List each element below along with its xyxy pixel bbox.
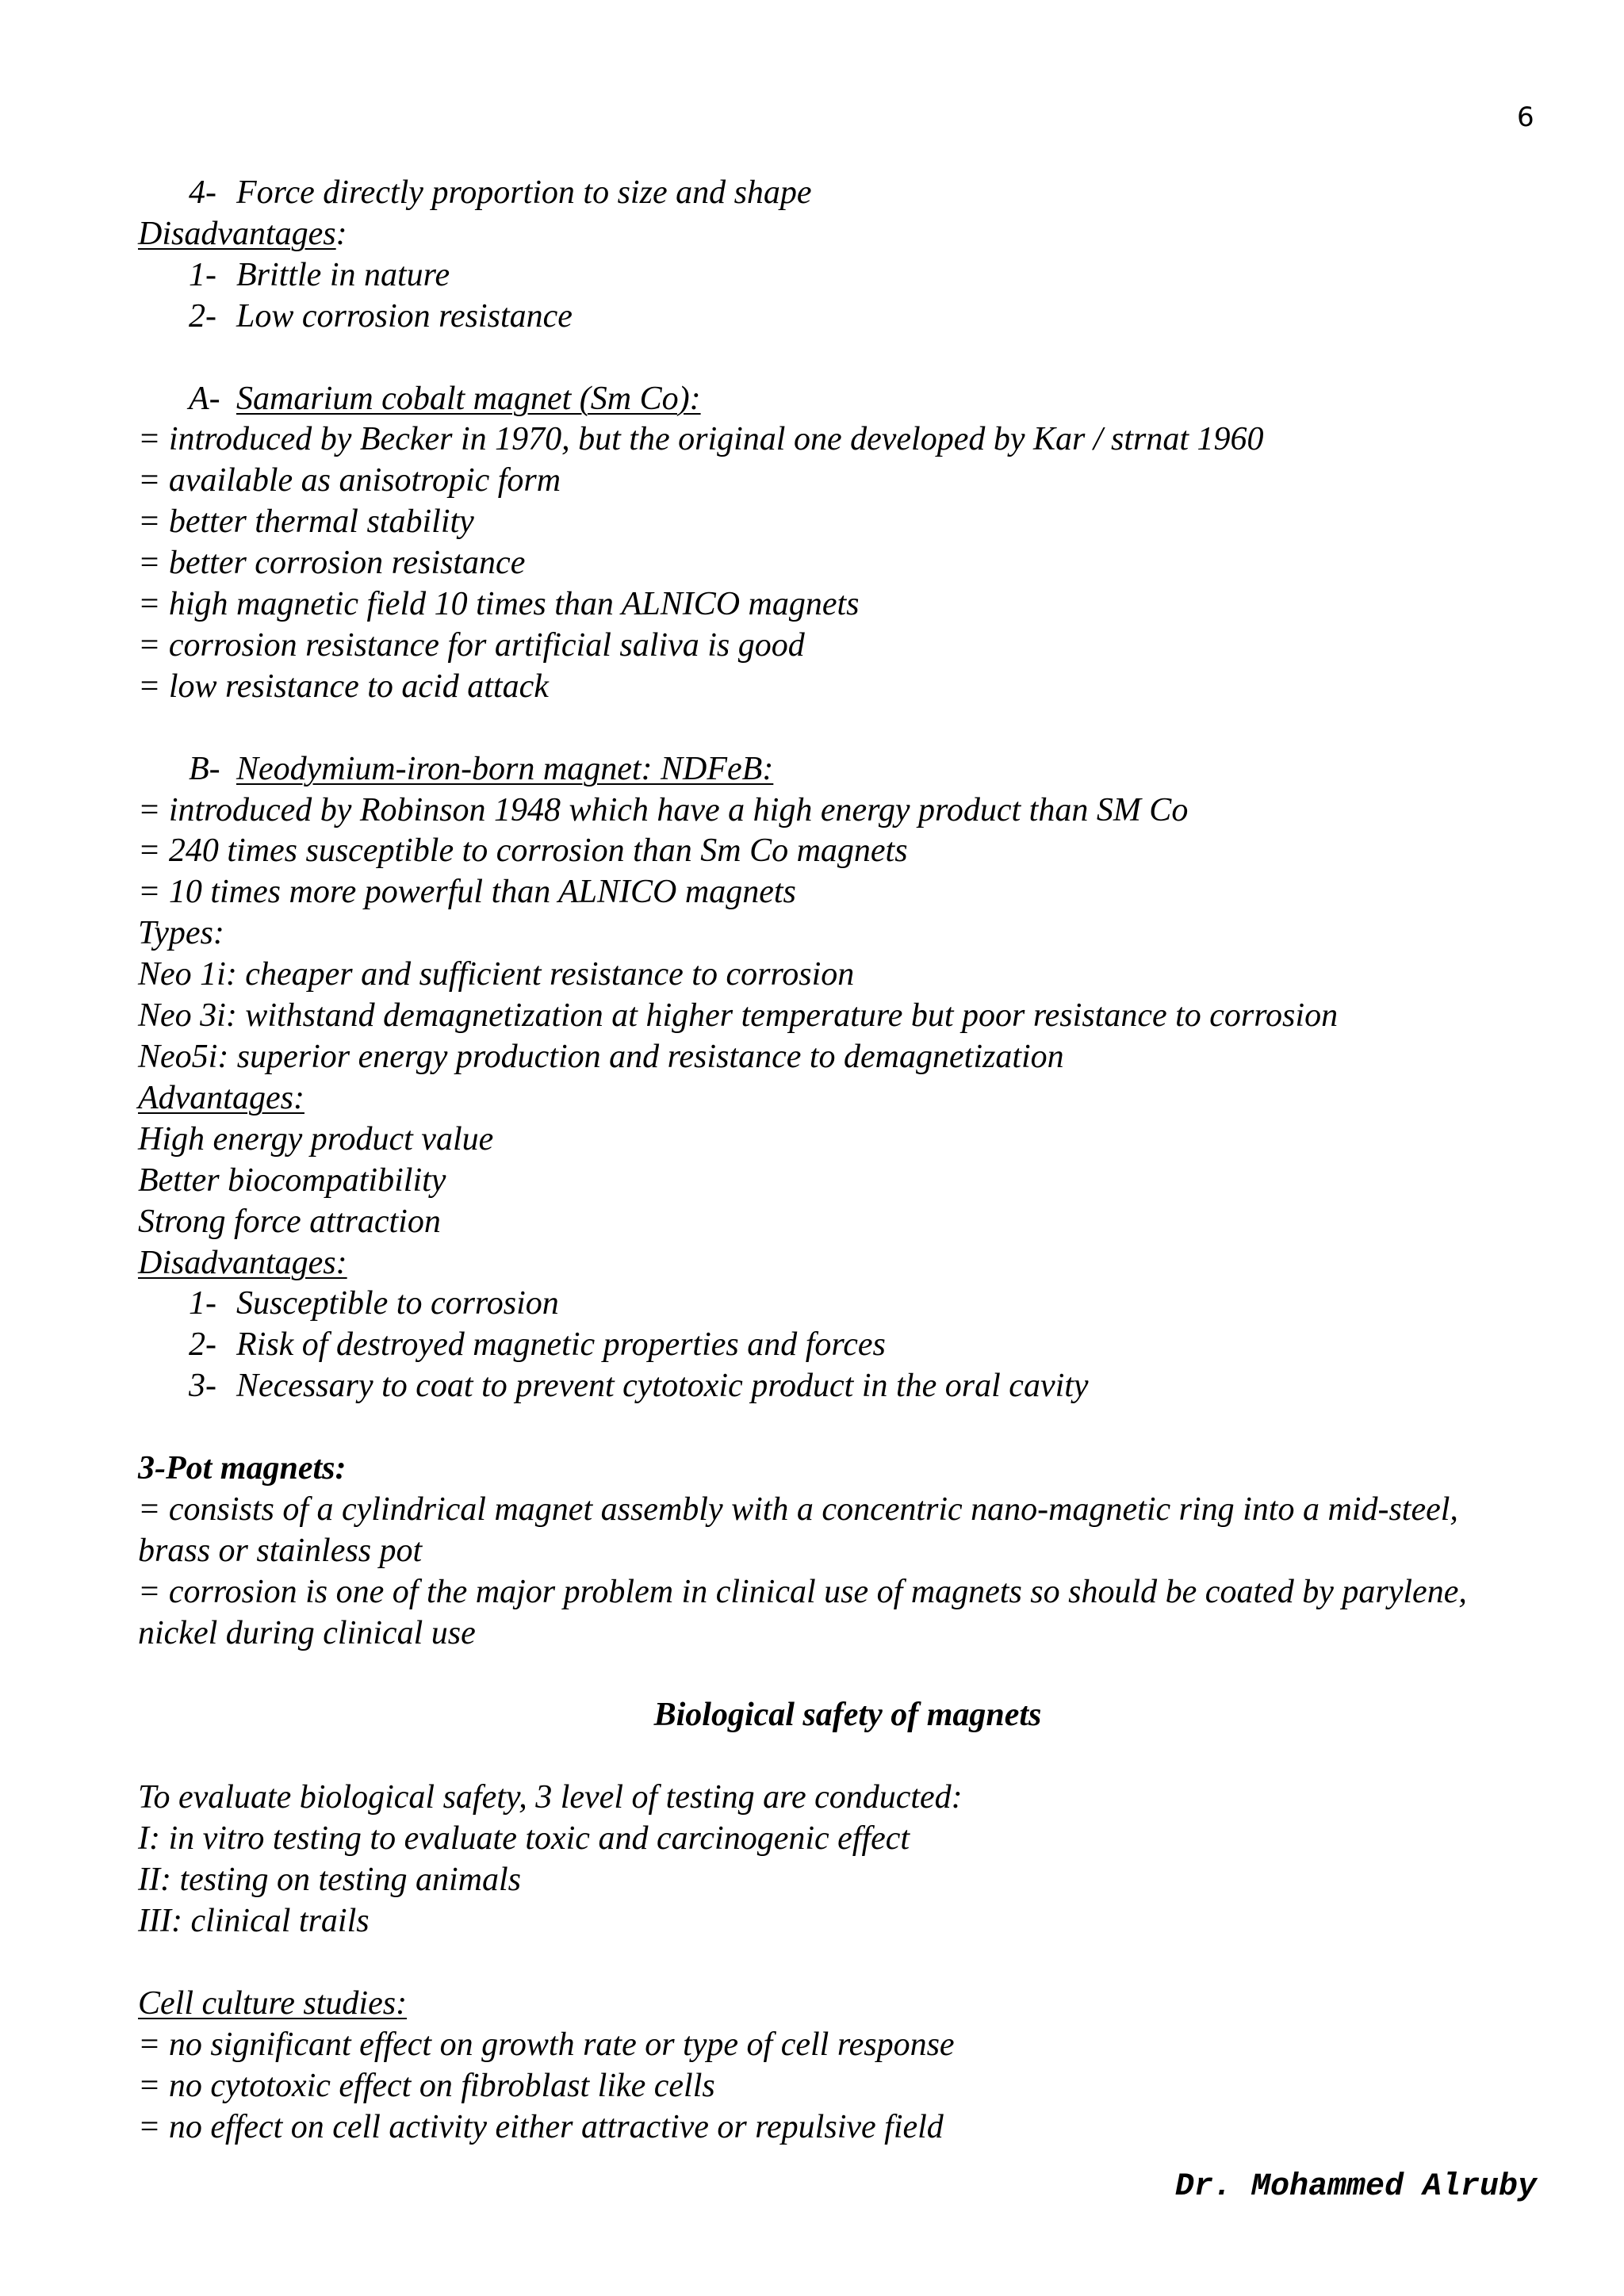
pot-line: brass or stainless pot: [138, 1532, 423, 1569]
cell-heading: [138, 1984, 1557, 2025]
pot-heading: 3-Pot magnets:: [138, 1450, 347, 1487]
smco-line: = available as anisotropic form: [138, 462, 561, 499]
bio-line: To evaluate biological safety, 3 level of testing are conducted:: [138, 1779, 963, 1816]
bio-line: I: in vitro testing to evaluate toxic and carcinogenic effect: [138, 1820, 910, 1858]
list-item: [138, 173, 1557, 214]
advantage-line: Strong force attraction: [138, 1203, 441, 1240]
section-title: Neodymium-iron-born magnet: NDFeB:: [236, 750, 774, 787]
smco-line: = corrosion resistance for artificial saliva is good: [138, 626, 805, 664]
bio-line: II: testing on testing animals: [138, 1862, 521, 1899]
cell-line: = no cytotoxic effect on fibroblast like cells: [138, 2067, 715, 2104]
types-heading: Types:: [138, 915, 224, 952]
disadvantages-heading: [138, 1243, 1557, 1284]
list-text: Brittle in nature: [236, 256, 450, 293]
heading-text: Disadvantages:: [138, 1244, 347, 1281]
list-number: 2-: [189, 1326, 216, 1364]
list-text: Necessary to coat to prevent cytotoxic product in the oral cavity: [236, 1368, 1089, 1405]
smco-line: = better thermal stability: [138, 503, 474, 541]
type-line: Neo5i: superior energy production and resistance to demagnetization: [138, 1039, 1064, 1075]
section-title: Samarium cobalt magnet (Sm Co):: [236, 380, 701, 417]
spacer: [138, 1407, 1557, 1448]
type-line: Neo 3i: withstand demagnetization at higher temperature but poor resistance to corrosion: [138, 997, 1339, 1035]
list-item: [138, 1284, 1557, 1325]
cell-line: = no effect on cell activity either attractive or repulsive field: [138, 2108, 944, 2145]
advantage-line: High energy product value: [138, 1120, 494, 1158]
spacer: [138, 708, 1557, 749]
author-signature: Dr. Mohammed Alruby: [1174, 2169, 1537, 2205]
smco-line: = low resistance to acid attack: [138, 668, 549, 705]
list-item: [138, 1366, 1557, 1407]
advantage-line: Better biocompatibility: [138, 1161, 446, 1199]
ndfeb-line: = 10 times more powerful than ALNICO magnets: [138, 874, 796, 911]
ndfeb-line: = introduced by Robinson 1948 which have a high energy product than SM Co: [138, 791, 1189, 828]
list-number: 1-: [189, 256, 216, 293]
list-item: [138, 297, 1557, 338]
spacer: [138, 1736, 1557, 1777]
section-title: Biological safety of magnets: [653, 1697, 1042, 1734]
list-text: Susceptible to corrosion: [236, 1285, 559, 1322]
list-item: [138, 255, 1557, 297]
list-text: Low corrosion resistance: [236, 297, 573, 335]
heading-text: Advantages:: [138, 1079, 304, 1116]
list-number: 4-: [189, 174, 216, 211]
list-text: Force directly proportion to size and shape: [236, 174, 812, 211]
list-item: [138, 1325, 1557, 1366]
heading-text: Cell culture studies:: [138, 1984, 408, 2022]
heading-text: Disadvantages: [138, 215, 336, 252]
smco-heading: [138, 379, 1557, 420]
spacer: [138, 1942, 1557, 1984]
list-number: 1-: [189, 1285, 216, 1322]
bio-line: III: clinical trails: [138, 1902, 370, 1939]
advantages-heading: [138, 1078, 1557, 1119]
ndfeb-line: = 240 times susceptible to corrosion than Sm Co magnets: [138, 832, 908, 870]
disadvantages-heading: [138, 214, 1557, 255]
pot-line: = consists of a cylindrical magnet assembly with a concentric nano-magnetic ring into a mid-steel,: [138, 1490, 1458, 1528]
pot-line: = corrosion is one of the major problem in clinical use of magnets so should be coated by parylene,: [138, 1573, 1467, 1610]
ndfeb-heading: [138, 749, 1557, 790]
pot-line: nickel during clinical use: [138, 1614, 476, 1651]
smco-line: = high magnetic field 10 times than ALNICO magnets: [138, 586, 860, 623]
smco-line: = better corrosion resistance: [138, 545, 526, 582]
list-text: Risk of destroyed magnetic properties and forces: [236, 1326, 886, 1364]
type-line: Neo 1i: cheaper and sufficient resistance to corrosion: [138, 956, 855, 993]
cell-line: = no significant effect on growth rate or type of cell response: [138, 2026, 955, 2063]
spacer: [138, 338, 1557, 379]
section-prefix: B-: [189, 750, 220, 787]
document-body: [138, 173, 1557, 2148]
spacer: [138, 1655, 1557, 1696]
page-number: 6: [1517, 101, 1534, 133]
smco-line: = introduced by Becker in 1970, but the original one developed by Kar / strnat 1960: [138, 421, 1264, 458]
section-prefix: A-: [189, 380, 220, 417]
list-number: 2-: [189, 297, 216, 335]
list-number: 3-: [189, 1368, 216, 1405]
heading-colon: :: [335, 215, 347, 252]
